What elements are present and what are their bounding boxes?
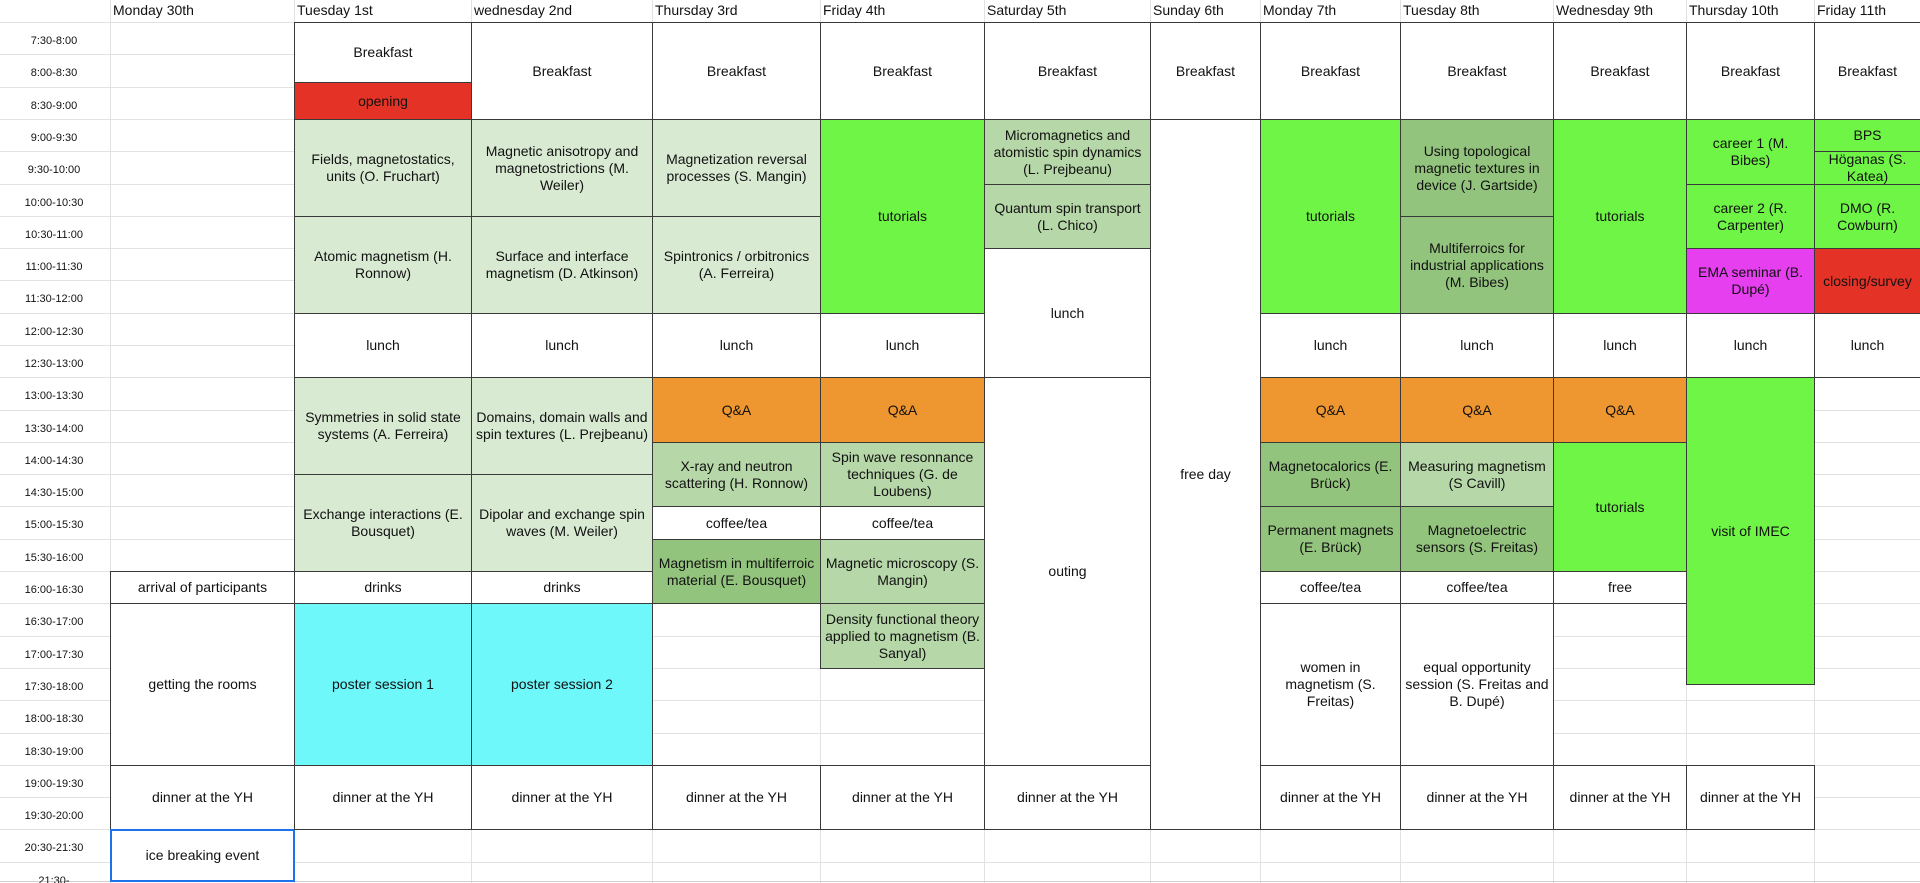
event-label: Höganas (S. Katea) <box>1828 151 1907 184</box>
event-label: arrival of participants <box>137 579 268 595</box>
schedule-event[interactable] <box>1814 248 1920 314</box>
event-label: lunch <box>366 337 400 353</box>
event-label: Q&A <box>721 401 752 418</box>
schedule-event[interactable] <box>294 474 472 572</box>
schedule-event[interactable] <box>820 313 985 378</box>
time-slot-label[interactable]: 18:30-19:00 <box>24 746 84 758</box>
event-label: dinner at the YH <box>1017 789 1118 805</box>
time-slot-label[interactable]: 10:00-10:30 <box>24 197 84 209</box>
event-label: Q&A <box>1462 401 1492 418</box>
schedule-event[interactable] <box>820 377 985 443</box>
event-label: Breakfast <box>872 62 933 79</box>
schedule-event[interactable] <box>1400 571 1554 604</box>
event-label: Density functional theory applied to magnetism (B. Sanyal) <box>825 610 980 661</box>
time-slot-label[interactable]: 17:00-17:30 <box>24 649 84 661</box>
time-slot-label[interactable]: 10:30-11:00 <box>25 229 83 241</box>
event-label: Surface and interface magnetism (D. Atkinson) <box>485 248 639 281</box>
time-slot-label[interactable]: 19:00-19:30 <box>24 778 84 790</box>
event-label: X-ray and neutron scattering (H. Ronnow) <box>664 457 809 491</box>
event-label: Exchange interactions (E. Bousquet) <box>303 506 463 539</box>
schedule-event[interactable] <box>294 313 472 378</box>
schedule-event[interactable] <box>1260 119 1401 314</box>
event-label: dinner at the YH <box>1569 789 1671 805</box>
event-label: free <box>1607 579 1633 595</box>
event-label: Micromagnetics and atomistic spin dynamics (L. Prejbeanu) <box>993 126 1142 177</box>
event-label: lunch <box>545 337 579 353</box>
event-label: closing/survey <box>1823 272 1912 289</box>
event-label: career 2 (R. Carpenter) <box>1713 199 1788 233</box>
schedule-event[interactable] <box>1260 603 1401 766</box>
time-slot-label[interactable]: 13:30-14:00 <box>24 423 84 435</box>
schedule-event[interactable] <box>652 119 821 217</box>
event-label: dinner at the YH <box>332 789 434 805</box>
event-label: career 1 (M. Bibes) <box>1712 135 1789 168</box>
event-label: lunch <box>1050 304 1085 321</box>
schedule-event[interactable] <box>1400 216 1554 314</box>
schedule-event[interactable] <box>1553 377 1687 443</box>
event-label: lunch <box>1850 337 1885 353</box>
schedule-event[interactable] <box>1260 571 1401 604</box>
schedule-event[interactable] <box>984 184 1151 249</box>
event-label: Magnetoelectric sensors (S. Freitas) <box>1415 522 1539 555</box>
event-label: dinner at the YH <box>1700 789 1801 805</box>
time-slot-label[interactable]: 20:30-21:30 <box>24 842 84 854</box>
event-label: women in magnetism (S. Freitas) <box>1285 659 1376 709</box>
schedule-event[interactable] <box>471 313 653 378</box>
schedule-event[interactable] <box>1400 765 1554 830</box>
schedule-event[interactable] <box>652 22 821 120</box>
event-label: Breakfast <box>1720 62 1781 79</box>
time-slot-label[interactable]: 17:30-18:00 <box>24 681 84 693</box>
event-label: drinks <box>364 579 402 595</box>
schedule-event[interactable] <box>1686 313 1815 378</box>
schedule-event[interactable] <box>652 313 821 378</box>
schedule-event[interactable] <box>1150 119 1261 830</box>
event-label: coffee/tea <box>1446 579 1508 595</box>
schedule-event[interactable] <box>471 603 653 766</box>
schedule-event[interactable] <box>1814 184 1920 249</box>
schedule-event[interactable] <box>471 119 653 217</box>
schedule-event[interactable] <box>471 216 653 314</box>
schedule-event[interactable] <box>1686 377 1815 685</box>
schedule-event[interactable] <box>110 603 295 766</box>
day-header[interactable]: Saturday 5th <box>987 2 1067 18</box>
event-label: Q&A <box>887 401 918 418</box>
event-label: dinner at the YH <box>686 789 787 805</box>
schedule-event[interactable] <box>294 216 472 314</box>
event-label: Breakfast <box>1447 62 1507 79</box>
time-slot-label[interactable]: 15:30-16:00 <box>24 552 84 564</box>
time-slot-label[interactable]: 14:30-15:00 <box>24 487 84 499</box>
schedule-event[interactable] <box>984 765 1151 830</box>
schedule-event[interactable] <box>471 765 653 830</box>
schedule-event[interactable] <box>1260 442 1401 507</box>
event-label: drinks <box>543 579 581 595</box>
event-label: tutorials <box>877 208 928 224</box>
schedule-event[interactable] <box>1400 119 1554 217</box>
schedule-event[interactable] <box>820 442 985 507</box>
day-header[interactable]: Sunday 6th <box>1153 2 1224 18</box>
event-label: Breakfast <box>1300 62 1361 79</box>
schedule-event[interactable] <box>294 82 472 120</box>
event-label: dinner at the YH <box>511 789 613 805</box>
schedule-event[interactable] <box>1686 248 1815 314</box>
day-header[interactable]: Tuesday 1st <box>297 2 373 18</box>
event-label: free day <box>1180 466 1231 482</box>
event-label: visit of IMEC <box>1711 522 1790 539</box>
event-label: opening <box>358 92 408 109</box>
schedule-event[interactable] <box>471 474 653 572</box>
schedule-event[interactable] <box>471 377 653 475</box>
event-label: Spintronics / orbitronics (A. Ferreira) <box>663 248 810 281</box>
schedule-event[interactable] <box>1260 313 1401 378</box>
event-label: dinner at the YH <box>852 789 953 805</box>
schedule-event[interactable] <box>652 765 821 830</box>
event-label: coffee/tea <box>871 514 934 531</box>
event-label: Atomic magnetism (H. Ronnow) <box>314 248 452 281</box>
schedule-event[interactable] <box>1814 22 1920 120</box>
schedule-event[interactable] <box>984 248 1151 378</box>
schedule-event[interactable] <box>1553 22 1687 120</box>
schedule-event[interactable] <box>820 539 985 604</box>
event-label: dinner at the YH <box>1426 789 1528 805</box>
time-slot-label[interactable]: 8:30-9:00 <box>30 100 78 112</box>
event-label: lunch <box>1313 337 1348 353</box>
event-label: getting the rooms <box>148 676 257 692</box>
schedule-event[interactable] <box>1400 22 1554 120</box>
schedule-event[interactable] <box>1686 119 1815 185</box>
schedule-event[interactable] <box>1553 765 1687 830</box>
schedule-event[interactable] <box>1260 506 1401 572</box>
event-label: lunch <box>1460 337 1494 353</box>
time-slot-label[interactable]: 9:30-10:00 <box>27 164 81 176</box>
schedule-event[interactable] <box>1400 313 1554 378</box>
event-label: Fields, magnetostatics, units (O. Fruchart) <box>311 151 455 184</box>
event-label: Magnetic microscopy (S. Mangin) <box>825 554 980 588</box>
schedule-event[interactable] <box>652 377 821 443</box>
time-slot-label[interactable]: 12:30-13:00 <box>24 358 84 370</box>
schedule-event[interactable] <box>984 22 1151 120</box>
event-label: BPS <box>1853 127 1882 143</box>
event-label: coffee/tea <box>1299 579 1362 595</box>
schedule-event[interactable] <box>294 765 472 830</box>
event-label: Domains, domain walls and spin textures (L. Prejbeanu) <box>476 409 648 442</box>
time-slot-label[interactable]: 14:00-14:30 <box>24 455 84 467</box>
schedule-event[interactable] <box>820 119 985 314</box>
time-slot-label[interactable]: 19:30-20:00 <box>24 810 84 822</box>
event-label: coffee/tea <box>705 514 768 531</box>
schedule-event[interactable] <box>1260 22 1401 120</box>
time-slot-label[interactable]: 9:00-9:30 <box>30 132 78 144</box>
schedule-event[interactable] <box>294 22 472 83</box>
event-label: Breakfast <box>706 62 767 79</box>
event-label: Dipolar and exchange spin waves (M. Weiler) <box>479 506 645 539</box>
event-label: poster session 2 <box>511 676 613 692</box>
schedule-event[interactable] <box>110 765 295 830</box>
day-header[interactable]: Friday 11th <box>1817 2 1886 18</box>
schedule-event[interactable] <box>1553 442 1687 572</box>
time-slot-label[interactable]: 12:00-12:30 <box>24 326 84 338</box>
time-slot-label[interactable]: 11:30-12:00 <box>25 293 83 305</box>
event-label: Breakfast <box>1590 62 1650 79</box>
schedule-event[interactable] <box>1260 377 1401 443</box>
schedule-event[interactable] <box>1814 151 1920 185</box>
schedule-event[interactable] <box>820 22 985 120</box>
schedule-event[interactable] <box>294 377 472 475</box>
schedule-event[interactable] <box>471 22 653 120</box>
day-header[interactable]: Thursday 3rd <box>655 2 738 18</box>
schedule-event[interactable] <box>294 119 472 217</box>
event-label: Breakfast <box>532 62 592 79</box>
schedule-event[interactable] <box>652 506 821 540</box>
schedule-event[interactable] <box>820 765 985 830</box>
event-label: Symmetries in solid state systems (A. Ferreira) <box>305 409 461 442</box>
schedule-event[interactable] <box>1400 442 1554 507</box>
schedule-event[interactable] <box>1553 119 1687 314</box>
day-header[interactable]: wednesday 2nd <box>474 2 573 18</box>
time-slot-label[interactable]: 13:00-13:30 <box>24 390 84 402</box>
schedule-event[interactable] <box>1400 506 1554 572</box>
day-header[interactable]: Thursday 10th <box>1689 2 1779 18</box>
schedule-event[interactable] <box>471 571 653 604</box>
event-label: lunch <box>719 337 754 353</box>
schedule-event[interactable] <box>1400 377 1554 443</box>
schedule-event[interactable] <box>1150 22 1261 120</box>
event-label: Magnetic anisotropy and magnetostrictions (M. Weiler) <box>485 142 639 193</box>
event-label: equal opportunity session (S. Freitas and B. Dupé) <box>1405 659 1549 709</box>
schedule-event[interactable] <box>820 603 985 669</box>
schedule-event[interactable] <box>1553 571 1687 604</box>
time-slot-label[interactable]: 16:30-17:00 <box>24 616 84 628</box>
schedule-event[interactable] <box>1686 184 1815 249</box>
schedule-event[interactable] <box>652 216 821 314</box>
schedule-event[interactable] <box>984 119 1151 185</box>
day-header[interactable]: Wednesday 9th <box>1556 2 1654 18</box>
event-label: EMA seminar (B. Dupé) <box>1697 264 1804 297</box>
event-label: Breakfast <box>1837 62 1898 79</box>
event-label: Magnetocalorics (E. Brück) <box>1268 457 1393 491</box>
day-header[interactable]: Monday 7th <box>1263 2 1337 18</box>
event-label: Measuring magnetism (S Cavill) <box>1408 457 1546 491</box>
schedule-event[interactable] <box>1260 765 1401 830</box>
time-slot-label[interactable]: 15:00-15:30 <box>24 519 84 531</box>
event-label: lunch <box>1603 337 1637 353</box>
schedule-event[interactable] <box>110 829 295 882</box>
schedule-event[interactable] <box>652 442 821 507</box>
schedule-event[interactable] <box>1814 119 1920 152</box>
event-label: tutorials <box>1595 208 1645 224</box>
event-label: dinner at the YH <box>1280 789 1381 805</box>
event-label: ice breaking event <box>145 847 260 863</box>
event-label: Magnetization reversal processes (S. Mangin) <box>666 151 807 184</box>
event-label: Multiferroics for industrial applications (M. Bibes) <box>1410 239 1544 290</box>
schedule-event[interactable] <box>294 603 472 766</box>
time-slot-label[interactable]: 11:00-11:30 <box>25 261 83 273</box>
event-label: lunch <box>885 337 920 353</box>
event-label: Magnetism in multiferroic material (E. Bousquet) <box>658 554 815 588</box>
event-label: lunch <box>1733 337 1768 353</box>
event-label: Q&A <box>1605 401 1635 418</box>
event-label: Breakfast <box>353 44 413 60</box>
schedule-event[interactable] <box>1553 313 1687 378</box>
event-label: dinner at the YH <box>152 789 253 805</box>
time-slot-label[interactable]: 21:30- <box>38 875 70 883</box>
event-label: tutorials <box>1305 208 1356 224</box>
event-label: Using topological magnetic textures in device (J. Gartside) <box>1414 142 1540 193</box>
schedule-event[interactable] <box>1686 765 1815 830</box>
event-label: Permanent magnets (E. Brück) <box>1267 522 1394 555</box>
event-label: Spin wave resonnance techniques (G. de Loubens) <box>831 449 974 499</box>
time-slot-label[interactable]: 7:30-8:00 <box>30 35 78 47</box>
schedule-event[interactable] <box>1814 313 1920 378</box>
schedule-event[interactable] <box>1686 22 1815 120</box>
schedule-event[interactable] <box>1400 603 1554 766</box>
time-slot-label[interactable]: 18:00-18:30 <box>24 713 84 725</box>
event-label: DMO (R. Cowburn) <box>1837 199 1898 233</box>
schedule-event[interactable] <box>294 571 472 604</box>
day-header[interactable]: Monday 30th <box>113 2 194 18</box>
event-label: Breakfast <box>1037 62 1098 79</box>
day-header[interactable]: Tuesday 8th <box>1403 2 1480 18</box>
schedule-event[interactable] <box>652 539 821 604</box>
time-slot-label[interactable]: 8:00-8:30 <box>30 67 78 79</box>
day-header[interactable]: Friday 4th <box>823 2 886 18</box>
event-label: tutorials <box>1595 498 1645 515</box>
schedule-event[interactable] <box>984 377 1151 766</box>
event-label: poster session 1 <box>332 676 434 692</box>
time-slot-label[interactable]: 16:00-16:30 <box>24 584 84 596</box>
schedule-event[interactable] <box>820 506 985 540</box>
schedule-event[interactable] <box>110 571 295 604</box>
event-label: Breakfast <box>1175 62 1236 79</box>
event-label: Q&A <box>1315 401 1346 418</box>
event-label: Quantum spin transport (L. Chico) <box>994 199 1141 233</box>
event-label: outing <box>1048 563 1087 579</box>
